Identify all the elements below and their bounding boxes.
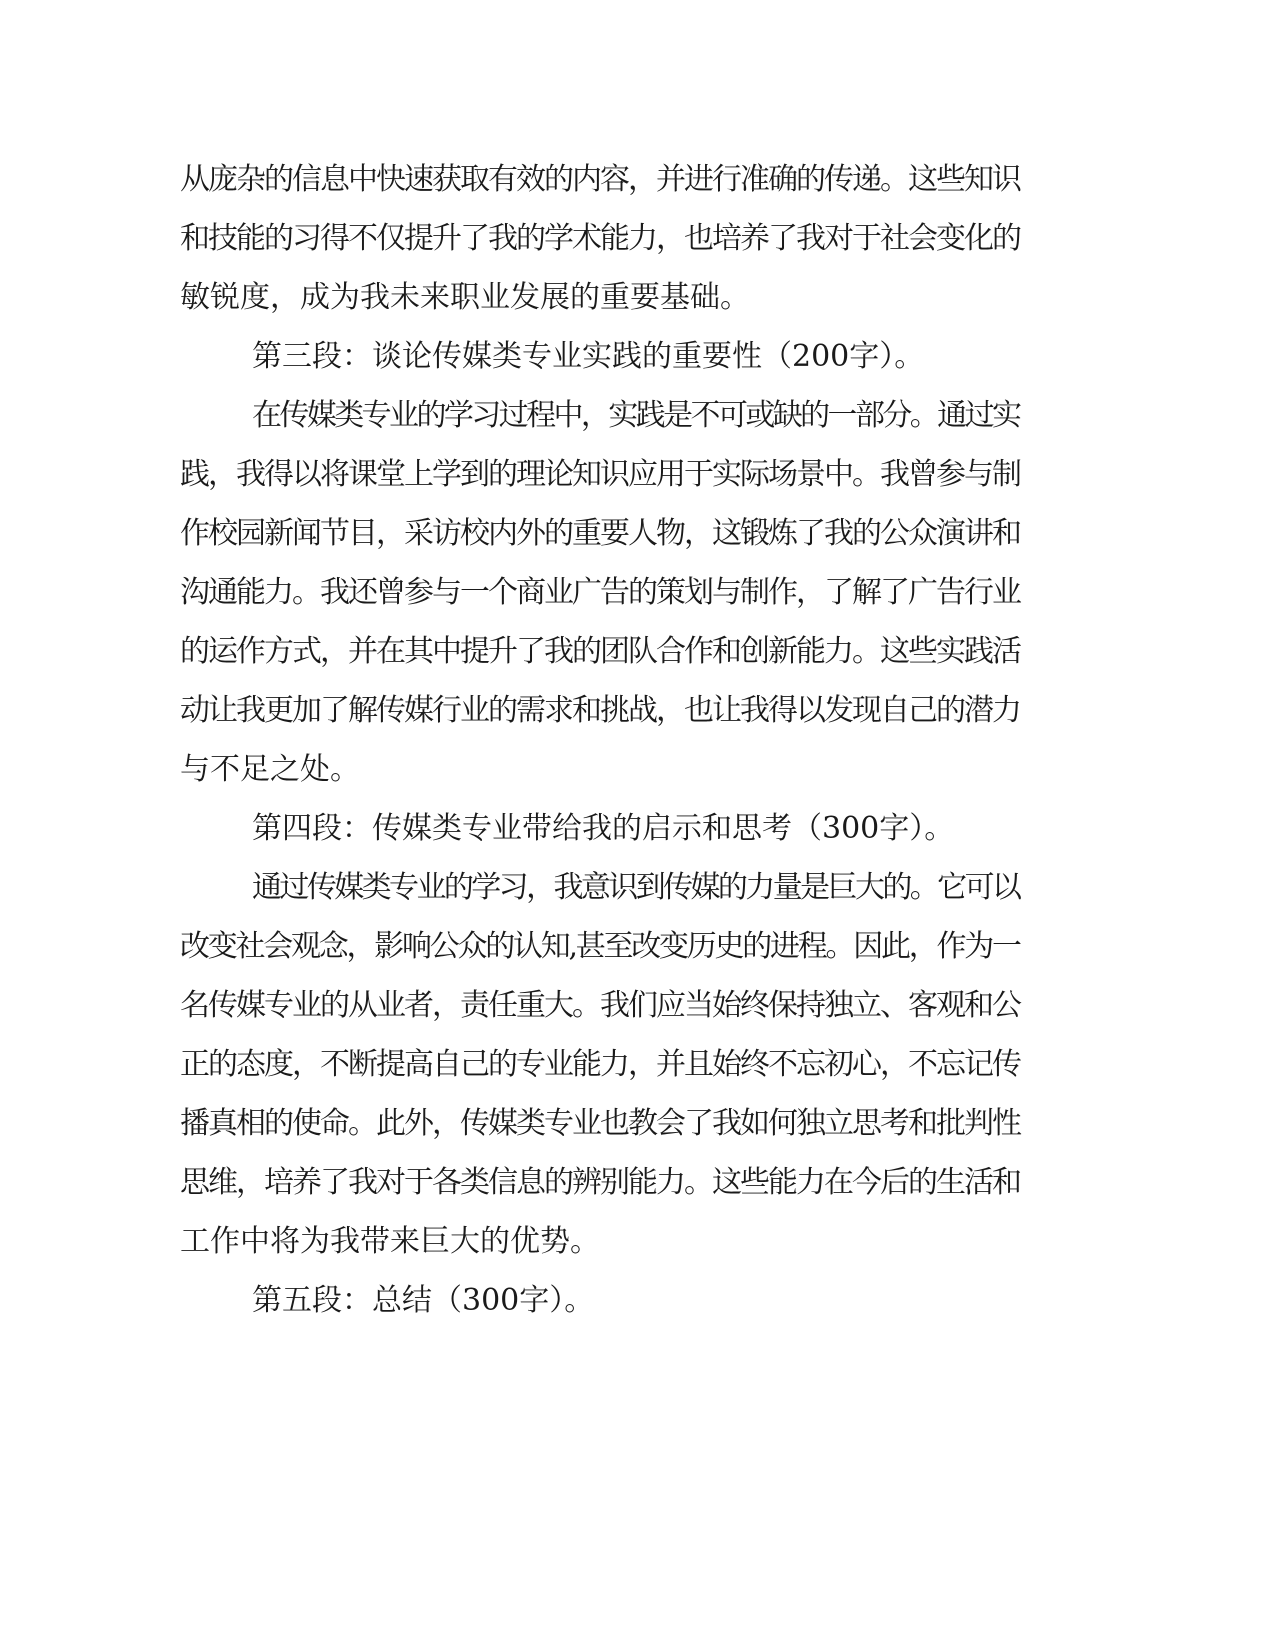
text-line (0, 681, 1275, 741)
line-text: 作校园新闻节目，采访校内外的重要人物，这锻炼了我的公众演讲和 (180, 516, 1020, 551)
line-text: 从庞杂的信息中快速获取有效的内容，并进行准确的传递。这些知识 (180, 162, 1020, 197)
text-line (0, 622, 1275, 682)
line-text: 践，我得以将课堂上学到的理论知识应用于实际场景中。我曾参与制 (180, 457, 1020, 492)
text-line (0, 386, 1275, 446)
text-line (0, 150, 1275, 210)
line-text: 的运作方式，并在其中提升了我的团队合作和创新能力。这些实践活 (180, 634, 1020, 669)
line-text: 名传媒专业的从业者，责任重大。我们应当始终保持独立、客观和公 (180, 988, 1020, 1023)
line-text: 与不足之处。 (180, 752, 360, 787)
section-heading (0, 799, 1275, 859)
section-heading (0, 327, 1275, 387)
text-line (0, 268, 1275, 328)
text-line (0, 976, 1275, 1036)
section-heading-text: 第五段：总结（300字）。 (252, 1283, 595, 1318)
line-text: 改变社会观念，影响公众的认知,甚至改变历史的进程。因此，作为一 (180, 929, 1020, 964)
text-line (0, 209, 1275, 269)
text-line (0, 504, 1275, 564)
line-text: 通过传媒类专业的学习，我意识到传媒的力量是巨大的。它可以 (252, 870, 1020, 905)
line-text: 工作中将为我带来巨大的优势。 (180, 1224, 600, 1259)
text-line (0, 1153, 1275, 1213)
text-line (0, 1035, 1275, 1095)
section-heading-text: 第四段：传媒类专业带给我的启示和思考（300字）。 (252, 811, 955, 846)
line-text: 沟通能力。我还曾参与一个商业广告的策划与制作，了解了广告行业 (180, 575, 1020, 610)
line-text: 敏锐度，成为我未来职业发展的重要基础。 (180, 280, 750, 315)
section-heading-text: 第三段：谈论传媒类专业实践的重要性（200字）。 (252, 339, 925, 374)
text-line (0, 1212, 1275, 1272)
text-line (0, 740, 1275, 800)
line-text: 正的态度，不断提高自己的专业能力，并且始终不忘初心，不忘记传 (180, 1047, 1020, 1082)
line-text: 动让我更加了解传媒行业的需求和挑战，也让我得以发现自己的潜力 (180, 693, 1020, 728)
text-line (0, 917, 1275, 977)
line-text: 和技能的习得不仅提升了我的学术能力，也培养了我对于社会变化的 (180, 221, 1020, 256)
line-text: 思维，培养了我对于各类信息的辨别能力。这些能力在今后的生活和 (180, 1165, 1020, 1200)
text-line (0, 858, 1275, 918)
text-line (0, 563, 1275, 623)
text-line (0, 1094, 1275, 1154)
line-text: 播真相的使命。此外，传媒类专业也教会了我如何独立思考和批判性 (180, 1106, 1020, 1141)
line-text: 在传媒类专业的学习过程中，实践是不可或缺的一部分。通过实 (252, 398, 1020, 433)
text-line (0, 445, 1275, 505)
section-heading (0, 1271, 1275, 1331)
